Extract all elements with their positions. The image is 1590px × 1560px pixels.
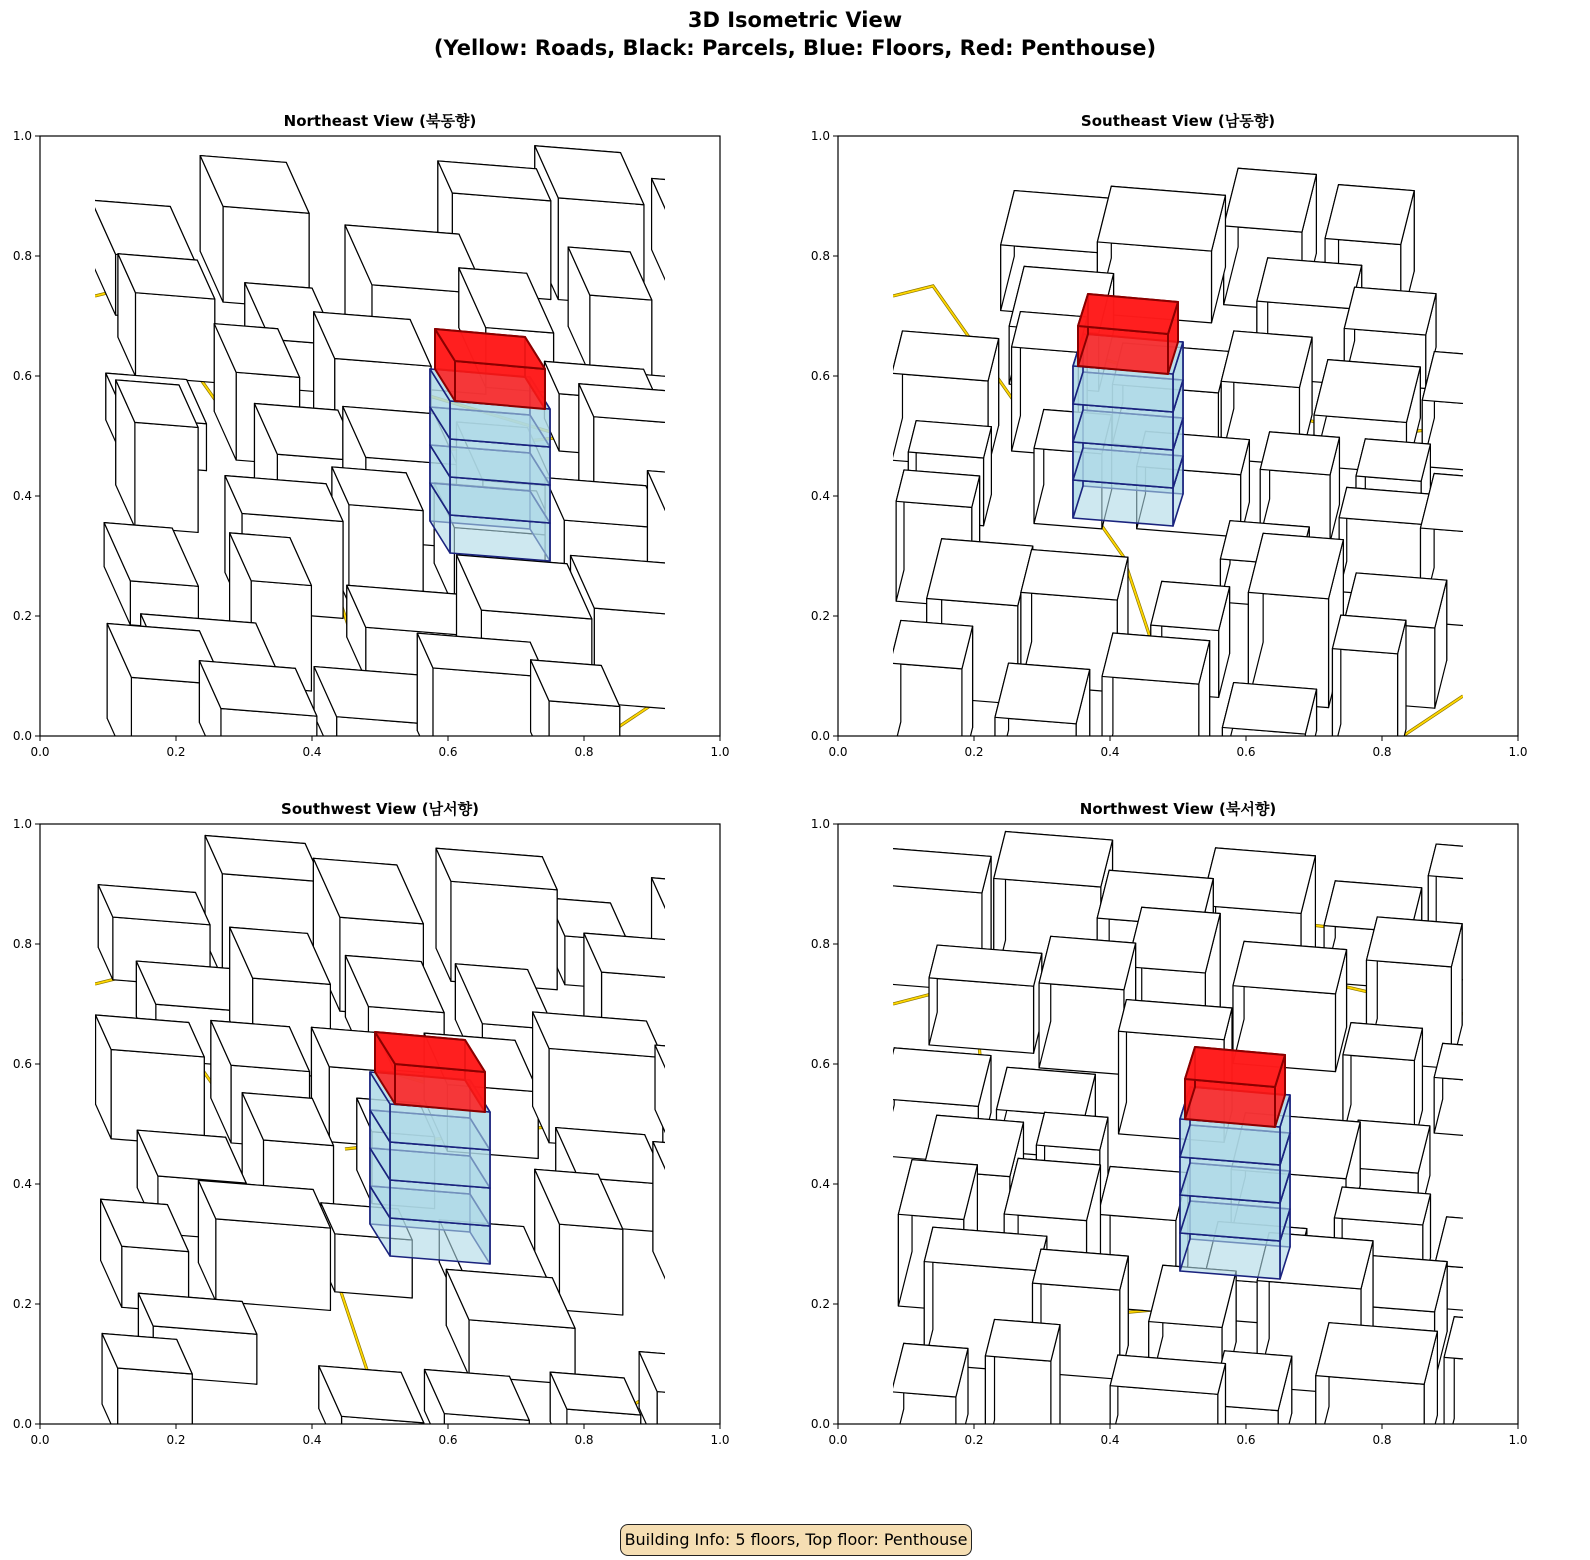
scene-northwest [876,832,1552,1469]
parcel-block [653,1142,781,1316]
parcel-block [199,661,316,778]
y-tick-label: 0.0 [810,729,830,743]
parcel-block [1332,615,1406,763]
y-tick-label: 0.2 [810,609,830,623]
y-tick-label: 0.4 [12,1177,32,1191]
panel-title-southeast: Southeast View (남동향) [1080,112,1276,130]
parcel-block [102,1333,192,1444]
scene-southwest [95,836,811,1466]
parcel-block [531,660,620,779]
parcel-block [892,1343,968,1462]
y-tick-label: 1.0 [12,817,32,831]
y-tick-label: 0.6 [810,1057,830,1071]
parcel-block [116,380,198,533]
y-tick-label: 0.8 [12,249,32,263]
parcel-block [1248,533,1343,707]
x-tick-label: 1.0 [1508,1433,1528,1447]
x-tick-label: 0.6 [438,1433,458,1447]
y-tick-label: 0.6 [12,1057,32,1071]
parcel-block [198,1180,330,1310]
parcel-block [446,1269,575,1384]
penthouse [1078,294,1178,374]
x-tick-label: 0.4 [1100,1433,1120,1447]
penthouse [375,1032,485,1112]
parcel-block [1476,977,1552,1090]
parcel-block [985,1319,1060,1461]
x-tick-label: 0.0 [30,1433,50,1447]
parcel-block [96,1015,205,1146]
parcel-block [683,285,766,379]
parcel-block [929,945,1042,1053]
panel-title-northwest: Northwest View (북서향) [1079,800,1277,818]
x-tick-label: 0.2 [166,1433,186,1447]
parcels [890,168,1571,791]
y-tick-label: 0.4 [810,1177,830,1191]
y-tick-label: 0.8 [810,249,830,263]
x-tick-label: 0.6 [438,745,458,759]
panel-northwest [798,788,1548,1508]
y-tick-label: 1.0 [12,129,32,143]
x-tick-label: 0.4 [302,745,322,759]
y-tick-label: 0.0 [12,1417,32,1431]
parcel-block [550,1372,640,1464]
parcel-block [692,1266,779,1405]
parcel-block [652,878,767,1004]
y-tick-label: 0.8 [12,937,32,951]
parcel-block [118,254,215,383]
parcel-block [685,587,802,700]
y-tick-label: 1.0 [810,817,830,831]
parcel-block [417,633,546,774]
parcel-block [1479,285,1571,389]
target-building [370,1032,490,1264]
x-tick-label: 0.0 [828,1433,848,1447]
parcel-block [995,663,1090,791]
scene-southeast [890,168,1571,791]
y-tick-label: 0.0 [12,729,32,743]
x-tick-label: 0.2 [166,745,186,759]
building-info-box: Building Info: 5 floors, Top floor: Penthouse [620,1524,972,1556]
figure-title-line2: (Yellow: Roads, Black: Parcels, Blue: Floors, Red: Penthouse) [433,36,1157,60]
x-tick-label: 1.0 [710,1433,730,1447]
parcel-block [680,1116,789,1217]
x-tick-label: 0.2 [964,745,984,759]
y-tick-label: 0.6 [12,369,32,383]
parcel-block [1434,1217,1547,1316]
panel-southeast [798,100,1548,820]
parcel-block [424,1370,529,1462]
parcel-block [691,909,810,1074]
parcel-block [1222,683,1316,776]
x-tick-label: 0.8 [1372,1433,1392,1447]
y-tick-label: 1.0 [810,129,830,143]
y-tick-label: 0.6 [810,369,830,383]
y-tick-label: 0.4 [12,489,32,503]
x-tick-label: 0.4 [1100,745,1120,759]
parcel-block [890,620,972,770]
x-tick-label: 0.0 [30,745,50,759]
parcel-block [1434,1043,1514,1138]
parcel-block [319,1366,424,1466]
x-tick-label: 0.8 [574,745,594,759]
y-tick-label: 0.8 [810,937,830,951]
parcel-block [652,178,782,315]
x-tick-label: 0.4 [302,1433,322,1447]
panel-title-northeast: Northeast View (북동향) [283,112,477,130]
x-tick-label: 0.6 [1236,1433,1256,1447]
parcel-block [655,1045,766,1150]
x-tick-label: 0.6 [1236,745,1256,759]
panel-title-southwest: Southwest View (남서향) [281,800,479,818]
target-building [1180,1047,1290,1279]
parcel-block [1422,352,1530,475]
panel-northeast [0,100,750,820]
x-tick-label: 1.0 [710,745,730,759]
y-tick-label: 0.0 [810,1417,830,1431]
panel-southwest [0,788,750,1508]
parcel-block [1110,1355,1225,1454]
penthouse [435,329,545,409]
figure-title-line1: 3D Isometric View [687,8,903,32]
parcel-block [1102,633,1210,785]
scene-northeast [91,146,801,780]
x-tick-label: 0.8 [1372,745,1392,759]
target-building [1073,294,1183,526]
target-building [430,329,550,561]
y-tick-label: 0.4 [810,489,830,503]
penthouse [1185,1047,1285,1127]
figure-title [0,6,1590,62]
x-tick-label: 0.8 [574,1433,594,1447]
parcel-block [1464,394,1543,554]
y-tick-label: 0.2 [12,609,32,623]
x-tick-label: 0.2 [964,1433,984,1447]
y-tick-label: 0.2 [810,1297,830,1311]
x-tick-label: 1.0 [1508,745,1528,759]
x-tick-label: 0.0 [828,745,848,759]
y-tick-label: 0.2 [12,1297,32,1311]
